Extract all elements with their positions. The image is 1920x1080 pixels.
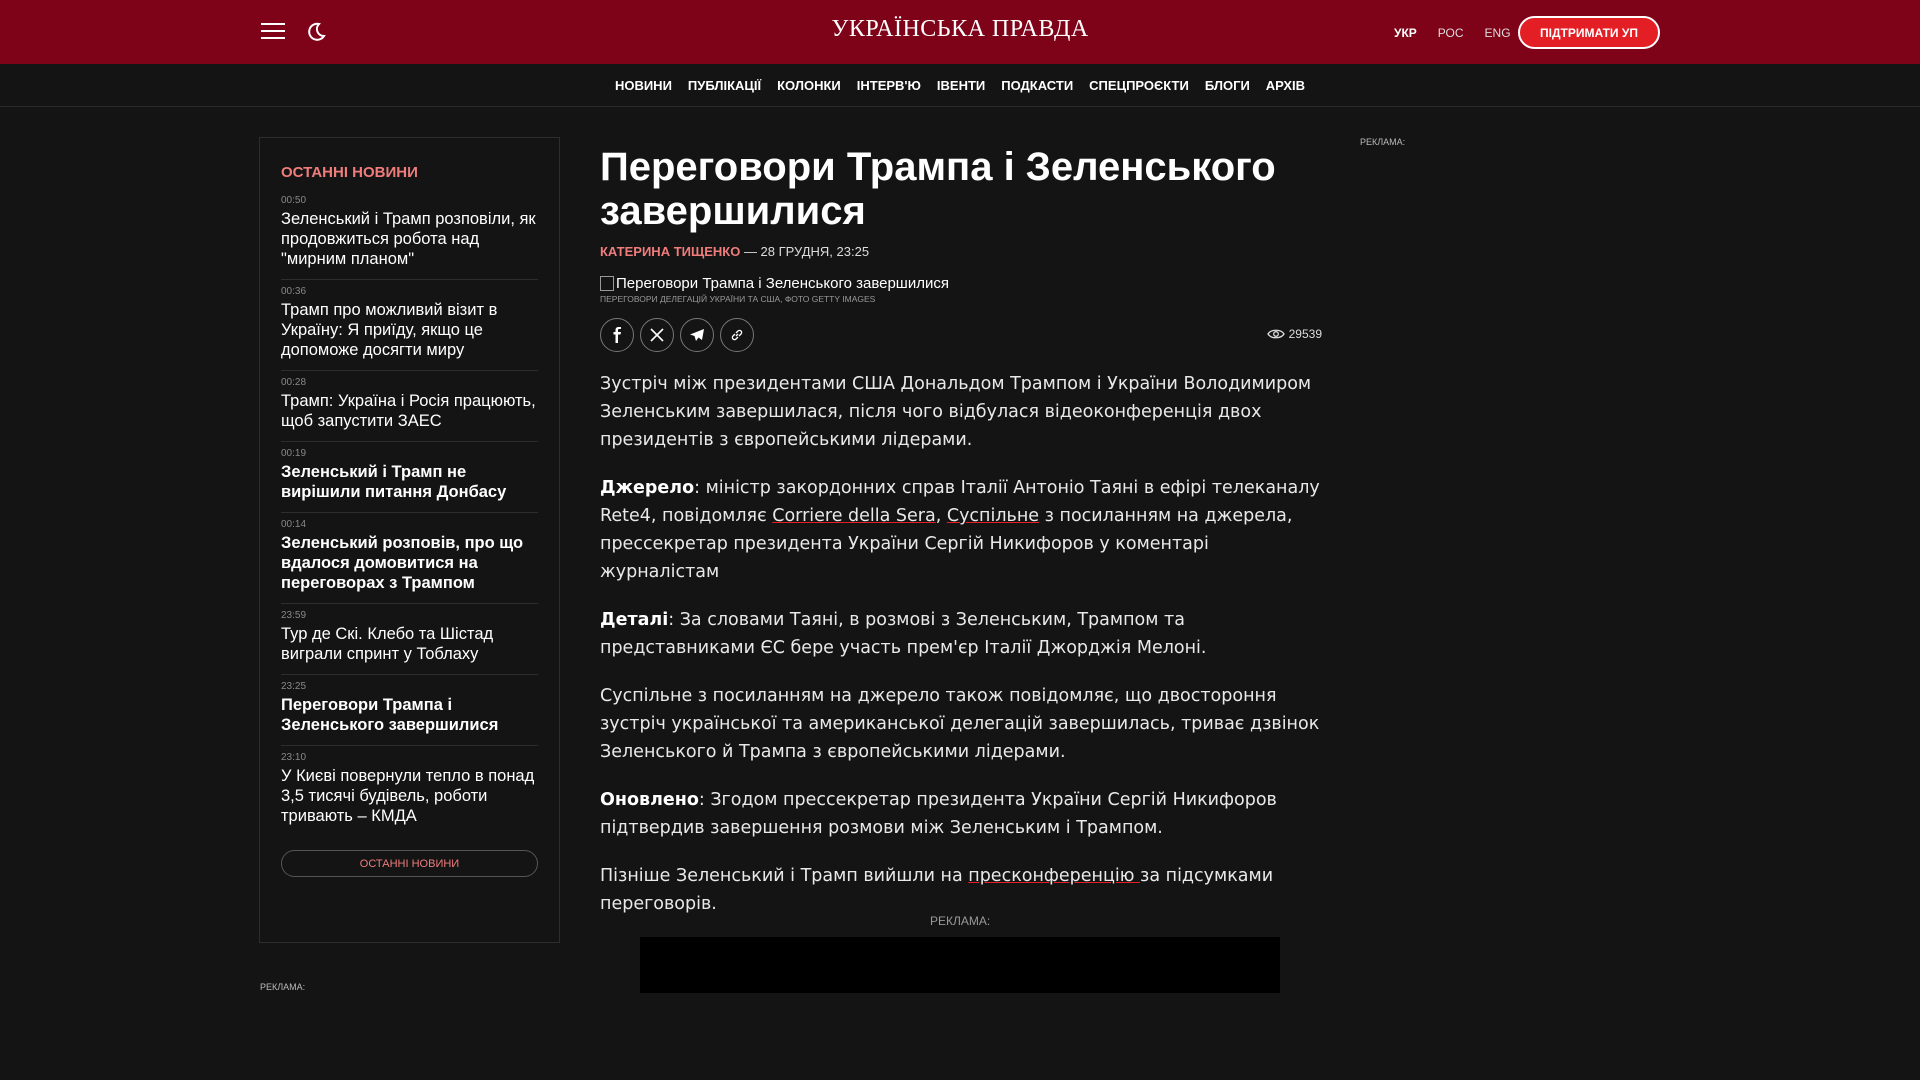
lang-eng[interactable]: ENG [1484, 26, 1511, 40]
article [600, 145, 1322, 938]
news-item[interactable] [281, 189, 538, 280]
news-title[interactable]: Зеленський розповів, про що вдалося домовитися на переговорах з Трампом [281, 534, 524, 592]
paragraph: Пізніше Зеленський і Трамп вийшли на пресконференцію за підсумками переговорів. [600, 866, 1274, 914]
news-item[interactable] [281, 513, 538, 604]
news-time: 00:50 [281, 195, 307, 206]
news-title[interactable]: Зеленський і Трамп не вирішили питання Донбасу [281, 463, 507, 501]
lang-ros[interactable]: РОС [1437, 26, 1464, 40]
x-share-icon[interactable] [640, 318, 674, 352]
dark-mode-icon[interactable] [304, 20, 328, 44]
paragraph: Джерело: міністр закордонних справ Італії Антоніо Таяні в ефірі телеканалу Rete4, повідомляє Corriere della Sera, Суспільне з посиланням на джерела, прессекретар президента України Сергій Никифоров у коментарі журналістам [600, 478, 1320, 582]
suspilne-link[interactable]: Суспільне [946, 506, 1040, 526]
news-item[interactable] [281, 604, 538, 675]
news-title[interactable]: У Києві повернули тепло в понад 3,5 тисячі будівель, роботи тривають – КМДА [281, 767, 535, 825]
publish-date: — 28 ГРУДНЯ, 23:25 [740, 244, 870, 259]
top-bar [0, 0, 1920, 64]
nav-item-archive[interactable]: АРХІВ [1265, 77, 1306, 93]
share-row [600, 318, 1322, 352]
news-time: 00:14 [281, 519, 307, 530]
news-time: 23:59 [281, 610, 307, 621]
news-title[interactable]: Переговори Трампа і Зеленського завершилися [281, 696, 499, 734]
nav-item-news[interactable]: НОВИНИ [614, 77, 672, 93]
news-time: 00:36 [281, 286, 307, 297]
article-title: Переговори Трампа і Зеленського завершилися [600, 145, 1276, 233]
main-nav [0, 64, 1920, 107]
news-title[interactable]: Зеленський і Трамп розповіли, як продовжиться робота над "мирним планом" [281, 210, 536, 268]
lang-ukr[interactable]: УКР [1394, 26, 1417, 40]
right-ad-label: РЕКЛАМА: [1360, 137, 1406, 147]
nav-item-special-projects[interactable]: СПЕЦПРОЄКТИ [1089, 77, 1189, 93]
news-item[interactable] [281, 746, 538, 836]
news-time: 00:28 [281, 377, 307, 388]
news-time: 23:10 [281, 752, 307, 763]
latest-news-sidebar [259, 137, 560, 943]
news-item[interactable] [281, 371, 538, 442]
paragraph: Суспільне з посиланням на джерело також повідомляє, що двостороння зустріч української та американської делегацій завершилась, триває дзвінок Зеленського й Трампа з європейськими лідерами. [600, 686, 1320, 762]
paragraph: Зустріч між президентами США Дональдом Трампом і України Володимиром Зеленським завершилася, після чого відбулася відеоконференція двох президентів з європейськими лідерами. [600, 374, 1312, 450]
facebook-share-icon[interactable] [600, 318, 634, 352]
news-title[interactable]: Трамп: Україна і Росія працюють, щоб запустити ЗАЕС [281, 392, 536, 430]
language-switcher [1394, 26, 1532, 40]
press-conference-link[interactable]: пресконференцію [968, 866, 1141, 886]
support-button[interactable]: ПІДТРИМАТИ УП [1518, 16, 1660, 49]
news-title[interactable]: Тур де Скі. Клебо та Шістад виграли спринт у Тоблаху [281, 625, 494, 663]
eye-icon [1267, 328, 1285, 340]
byline [600, 244, 1322, 259]
nav-item-interview[interactable]: ІНТЕРВ'Ю [856, 77, 921, 93]
image-caption: ПЕРЕГОВОРИ ДЕЛЕГАЦІЙ УКРАЇНИ ТА США, ФОТО GETTY IMAGES [600, 294, 876, 304]
news-item[interactable] [281, 280, 538, 371]
sidebar-ad-label: РЕКЛАМА: [260, 982, 306, 992]
source-label: Джерело [600, 478, 695, 498]
views-counter [1267, 327, 1322, 341]
news-item[interactable] [281, 675, 538, 746]
ad-slot[interactable] [640, 937, 1280, 993]
article-ad-label: РЕКЛАМА: [930, 914, 991, 928]
broken-image-icon [600, 276, 614, 291]
news-item[interactable] [281, 442, 538, 513]
more-news-button[interactable]: ОСТАННІ НОВИНИ [281, 850, 538, 877]
image-alt-text: Переговори Трампа і Зеленського завершилися [616, 275, 949, 292]
telegram-share-icon[interactable] [680, 318, 714, 352]
author-link[interactable]: КАТЕРИНА ТИЩЕНКО [600, 244, 741, 259]
nav-item-podcasts[interactable]: ПОДКАСТИ [1001, 77, 1074, 93]
nav-item-columns[interactable]: КОЛОНКИ [777, 77, 841, 93]
views-count: 29539 [1288, 327, 1322, 341]
news-title[interactable]: Трамп про можливий візит в Україну: Я приїду, якщо це допоможе досягти миру [281, 301, 498, 359]
nav-item-publications[interactable]: ПУБЛІКАЦІЇ [687, 77, 762, 93]
updated-label: Оновлено [600, 790, 699, 810]
site-logo[interactable]: УКРАЇНСЬКА ПРАВДА [831, 16, 1089, 42]
paragraph: Оновлено: Згодом прессекретар президента України Сергій Никифоров підтвердив завершення розмови між Зеленським і Трампом. [600, 790, 1277, 838]
corriere-link[interactable]: Corriere della Sera [772, 506, 936, 526]
menu-icon[interactable] [261, 23, 285, 41]
article-body [600, 370, 1322, 918]
details-label: Деталі [600, 610, 669, 630]
news-time: 00:19 [281, 448, 307, 459]
sidebar-heading[interactable]: ОСТАННІ НОВИНИ [281, 164, 418, 181]
article-image [600, 275, 1322, 292]
nav-item-events[interactable]: ІВЕНТИ [936, 77, 986, 93]
nav-item-blogs[interactable]: БЛОГИ [1204, 77, 1250, 93]
news-time: 23:25 [281, 681, 307, 692]
paragraph: Деталі: За словами Таяні, в розмові з Зеленським, Трампом та представниками ЄС бере участь прем'єр Італії Джорджія Мелоні. [600, 610, 1207, 658]
copy-link-icon[interactable] [720, 318, 754, 352]
